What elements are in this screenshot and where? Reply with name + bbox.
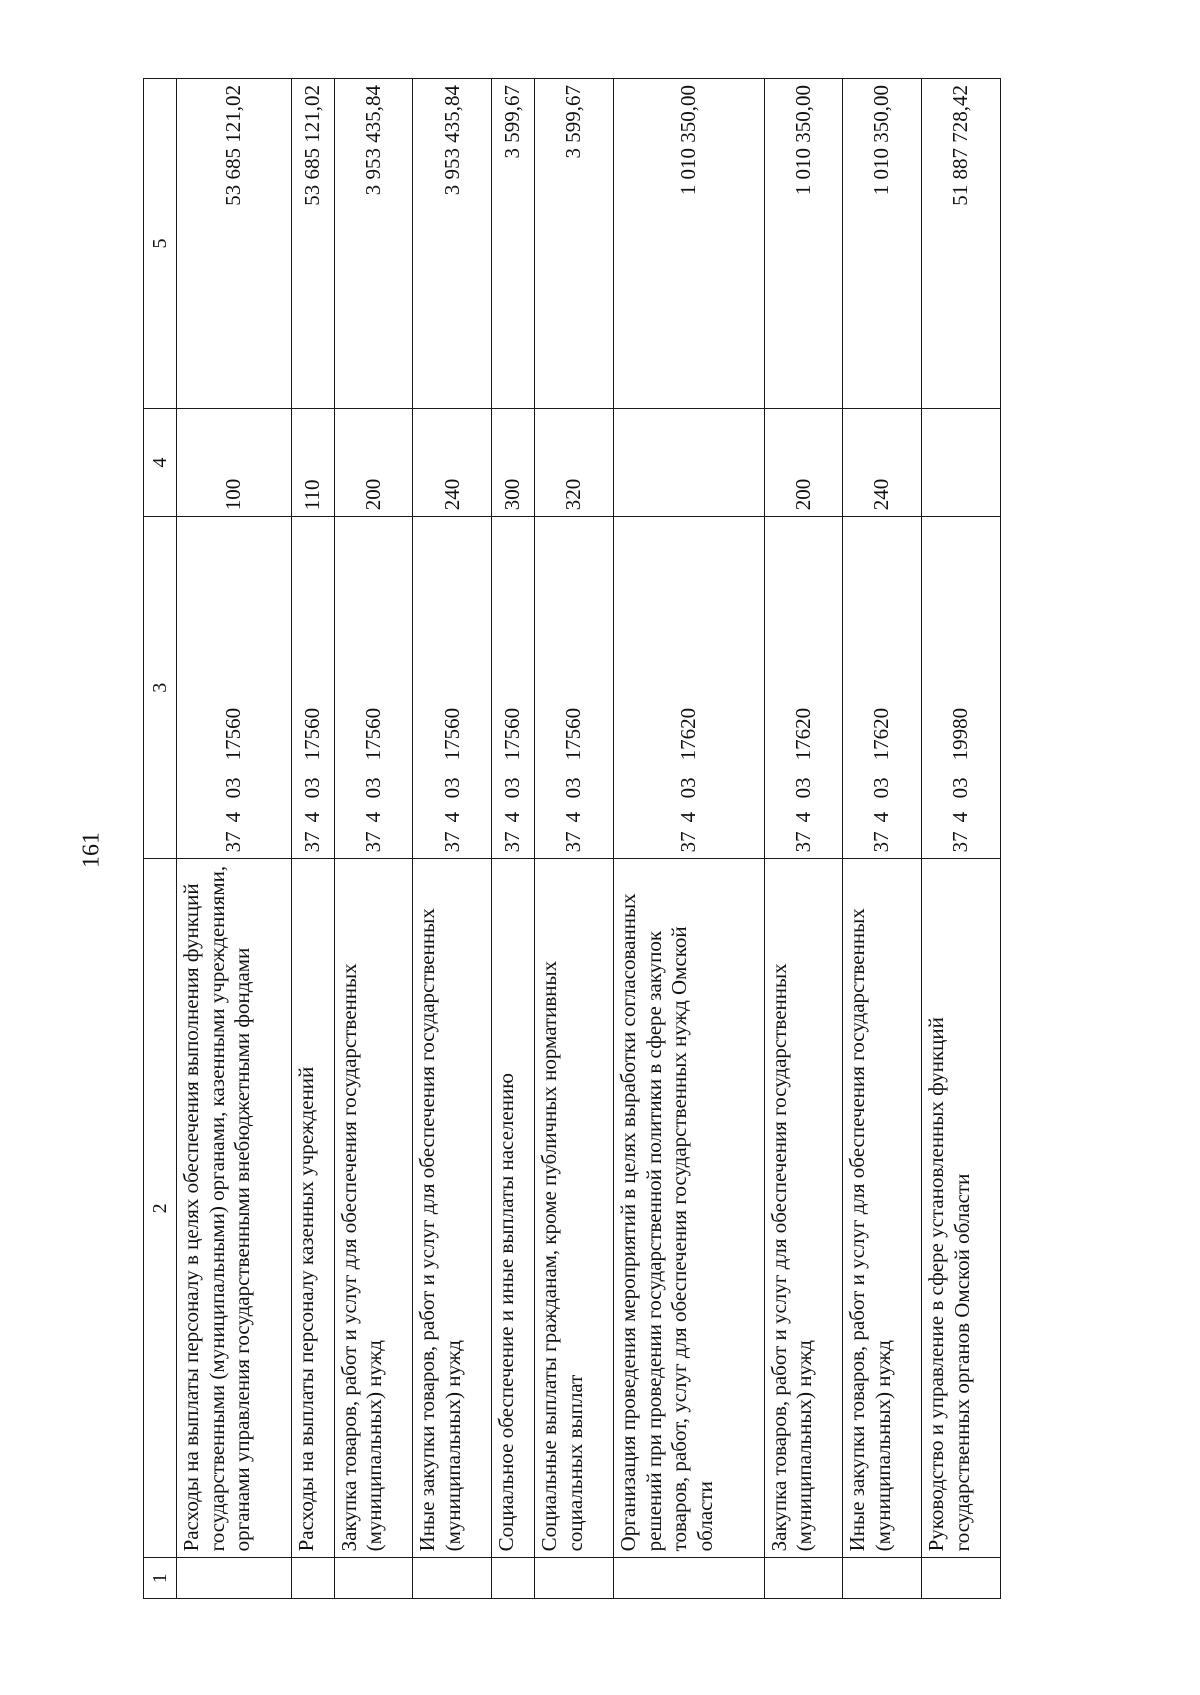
row-code xyxy=(613,517,764,859)
row-sum: 53 685 121,02 xyxy=(291,79,334,409)
code-part-2: 4 xyxy=(439,811,464,823)
row-expense-type: 240 xyxy=(843,408,922,516)
code-part-2: 4 xyxy=(360,811,385,823)
row-expense-type xyxy=(922,408,1001,516)
table-row xyxy=(291,79,334,1599)
row-col1 xyxy=(492,1558,535,1599)
row-expense-type: 200 xyxy=(334,408,413,516)
code-part-2: 4 xyxy=(675,811,700,823)
table-row xyxy=(334,79,413,1599)
code-part-4: 17560 xyxy=(299,707,324,761)
row-code xyxy=(764,517,843,859)
table-row xyxy=(535,79,614,1599)
row-col1 xyxy=(843,1558,922,1599)
header-col-2: 2 xyxy=(144,859,177,1558)
code-part-4: 17560 xyxy=(360,707,385,761)
row-expense-type: 100 xyxy=(177,408,292,516)
row-expense-type: 110 xyxy=(291,408,334,516)
row-code xyxy=(922,517,1001,859)
code-part-1: 37 xyxy=(790,831,815,853)
code-part-1: 37 xyxy=(561,831,586,853)
row-name: Закупка товаров, работ и услуг для обеспечения государственных (муниципальных) нужд xyxy=(764,859,843,1558)
code-part-1: 37 xyxy=(439,831,464,853)
code-part-3: 03 xyxy=(221,777,246,799)
table-row xyxy=(922,79,1001,1599)
code-part-4: 17560 xyxy=(221,707,246,761)
row-name: Иные закупки товаров, работ и услуг для обеспечения государственных (муниципальных) нужд xyxy=(843,859,922,1558)
table-row xyxy=(843,79,922,1599)
code-part-1: 37 xyxy=(360,831,385,853)
row-expense-type: 240 xyxy=(413,408,492,516)
code-part-1: 37 xyxy=(948,831,973,853)
row-expense-type: 320 xyxy=(535,408,614,516)
row-col1 xyxy=(764,1558,843,1599)
table-row xyxy=(613,79,764,1599)
row-sum: 1 010 350,00 xyxy=(764,79,843,409)
header-col-3: 3 xyxy=(144,517,177,859)
budget-table xyxy=(143,78,1001,1599)
code-part-1: 37 xyxy=(221,831,246,853)
code-part-2: 4 xyxy=(561,811,586,823)
table-row xyxy=(492,79,535,1599)
row-name: Расходы на выплаты персоналу казенных учреждений xyxy=(291,859,334,1558)
row-code xyxy=(535,517,614,859)
row-col1 xyxy=(535,1558,614,1599)
row-code xyxy=(177,517,292,859)
code-part-4: 17620 xyxy=(675,707,700,761)
row-name: Закупка товаров, работ и услуг для обеспечения государственных (муниципальных) нужд xyxy=(334,859,413,1558)
row-expense-type xyxy=(613,408,764,516)
row-col1 xyxy=(334,1558,413,1599)
code-part-3: 03 xyxy=(500,777,525,799)
row-code xyxy=(291,517,334,859)
code-part-3: 03 xyxy=(675,777,700,799)
table-row xyxy=(177,79,292,1599)
code-part-2: 4 xyxy=(790,811,815,823)
row-sum: 3 953 435,84 xyxy=(334,79,413,409)
row-sum: 1 010 350,00 xyxy=(843,79,922,409)
row-expense-type: 300 xyxy=(492,408,535,516)
code-part-2: 4 xyxy=(500,811,525,823)
row-sum: 53 685 121,02 xyxy=(177,79,292,409)
row-sum: 3 599,67 xyxy=(535,79,614,409)
code-part-4: 17560 xyxy=(439,707,464,761)
page-number: 161 xyxy=(78,832,105,868)
row-expense-type: 200 xyxy=(764,408,843,516)
row-code xyxy=(492,517,535,859)
code-part-1: 37 xyxy=(869,831,894,853)
code-part-4: 17620 xyxy=(869,707,894,761)
code-part-2: 4 xyxy=(299,811,324,823)
row-sum: 3 599,67 xyxy=(492,79,535,409)
row-code xyxy=(843,517,922,859)
row-sum: 51 887 728,42 xyxy=(922,79,1001,409)
code-part-3: 03 xyxy=(869,777,894,799)
code-part-2: 4 xyxy=(948,811,973,823)
row-col1 xyxy=(922,1558,1001,1599)
row-name: Иные закупки товаров, работ и услуг для обеспечения государственных (муниципальных) нужд xyxy=(413,859,492,1558)
row-name: Руководство и управление в сфере установленных функций государственных органов Омской области xyxy=(922,859,1001,1558)
code-part-3: 03 xyxy=(790,777,815,799)
code-part-1: 37 xyxy=(500,831,525,853)
code-part-3: 03 xyxy=(299,777,324,799)
code-part-2: 4 xyxy=(221,811,246,823)
code-part-3: 03 xyxy=(561,777,586,799)
row-col1 xyxy=(613,1558,764,1599)
code-part-4: 17560 xyxy=(500,707,525,761)
row-col1 xyxy=(291,1558,334,1599)
rotated-table-container xyxy=(143,78,1001,1599)
row-name: Организация проведения мероприятий в целях выработки согласованных решений при проведении государственной политики в сфере закупок товаров, работ, услуг для обеспечения государственных нужд Омской области xyxy=(613,859,764,1558)
row-code xyxy=(334,517,413,859)
row-code xyxy=(413,517,492,859)
code-part-1: 37 xyxy=(299,831,324,853)
header-col-4: 4 xyxy=(144,408,177,516)
row-sum: 3 953 435,84 xyxy=(413,79,492,409)
header-col-5: 5 xyxy=(144,79,177,409)
code-part-4: 19980 xyxy=(948,707,973,761)
row-name: Социальное обеспечение и иные выплаты населению xyxy=(492,859,535,1558)
code-part-3: 03 xyxy=(439,777,464,799)
row-sum: 1 010 350,00 xyxy=(613,79,764,409)
table-header-row xyxy=(144,79,177,1599)
code-part-4: 17620 xyxy=(790,707,815,761)
row-name: Расходы на выплаты персоналу в целях обеспечения выполнения функций государственными (муниципальными) органами, казенными учреждениями, органами управления государственными внебюджетными фондами xyxy=(177,859,292,1558)
row-col1 xyxy=(413,1558,492,1599)
code-part-4: 17560 xyxy=(561,707,586,761)
code-part-1: 37 xyxy=(675,831,700,853)
code-part-3: 03 xyxy=(360,777,385,799)
code-part-3: 03 xyxy=(948,777,973,799)
header-col-1: 1 xyxy=(144,1558,177,1599)
row-col1 xyxy=(177,1558,292,1599)
row-name: Социальные выплаты гражданам, кроме публичных нормативных социальных выплат xyxy=(535,859,614,1558)
table-row xyxy=(413,79,492,1599)
table-row xyxy=(764,79,843,1599)
code-part-2: 4 xyxy=(869,811,894,823)
